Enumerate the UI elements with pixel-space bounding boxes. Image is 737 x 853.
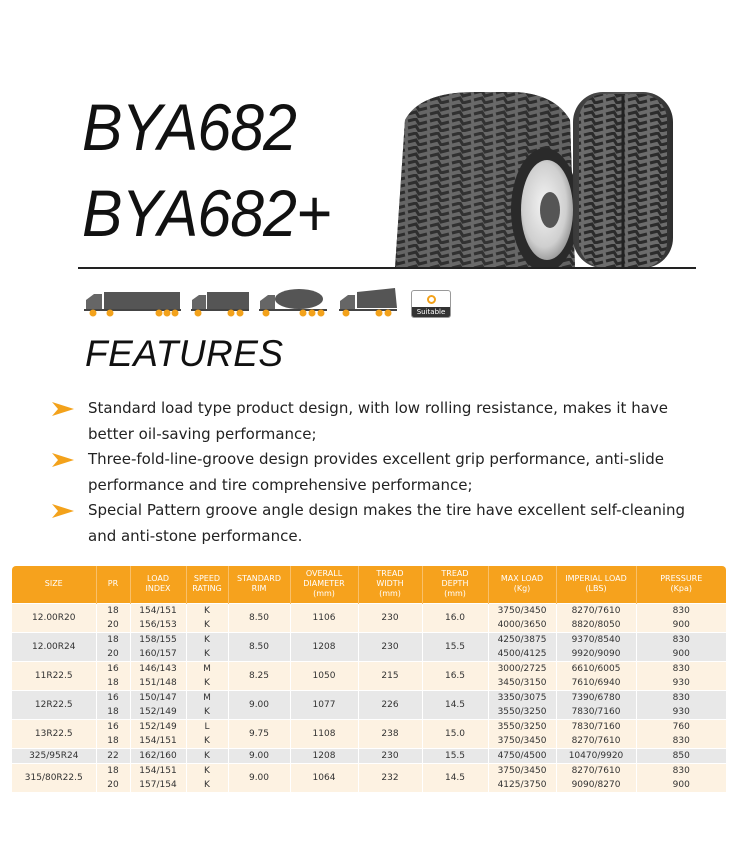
table-row — [12, 690, 726, 719]
cell-value: 830 — [672, 765, 690, 776]
cell-value: 152/149 — [139, 721, 177, 732]
cell-load-index — [130, 719, 186, 748]
tire-image — [385, 90, 685, 268]
cell-rim: 8.50 — [228, 603, 290, 632]
cell-speed — [186, 748, 228, 763]
column-header-line: (mm) — [313, 589, 335, 599]
cell-value: 157/154 — [139, 779, 177, 790]
cell-pr — [96, 748, 130, 763]
cell-value: 158/155 — [139, 634, 177, 645]
product-title-primary: BYA682 — [82, 90, 296, 164]
table-row — [12, 748, 726, 763]
cell-pressure — [636, 661, 726, 690]
column-header-line: TREAD — [441, 569, 469, 579]
cell-value: K — [204, 605, 210, 616]
cell-load-index — [130, 661, 186, 690]
column-header-line: (Kpa) — [670, 584, 692, 594]
cell-diameter: 1077 — [290, 690, 358, 719]
title-divider — [78, 267, 696, 269]
column-header — [358, 566, 422, 603]
column-header — [130, 566, 186, 603]
column-header — [186, 566, 228, 603]
table-row — [12, 661, 726, 690]
cell-depth: 15.5 — [422, 632, 488, 661]
cell-value: 18 — [107, 706, 119, 717]
cell-value: 20 — [107, 648, 119, 659]
cell-value: 3550/3250 — [497, 706, 547, 717]
cell-depth: 14.5 — [422, 690, 488, 719]
cell-value: 900 — [672, 648, 690, 659]
cell-speed — [186, 719, 228, 748]
cell-value: M — [203, 692, 211, 703]
cell-size: 12.00R20 — [12, 603, 96, 632]
cell-width: 230 — [358, 603, 422, 632]
column-header-line: SPEED — [193, 574, 221, 584]
cell-value: 4750/4500 — [497, 750, 547, 761]
feature-text: Special Pattern groove angle design makes the tire have excellent self-cleaning and anti-stone performance. — [88, 501, 686, 545]
column-header-line: (LBS) — [585, 584, 607, 594]
cell-rim: 9.00 — [228, 690, 290, 719]
cell-value: 18 — [107, 605, 119, 616]
cell-size: 12.00R24 — [12, 632, 96, 661]
features-heading: FEATURES — [85, 333, 284, 374]
concrete-mixer-icon — [259, 288, 329, 318]
cell-value: L — [204, 721, 210, 732]
column-header-line: DIAMETER — [303, 579, 345, 589]
arrow-bullet-icon — [52, 453, 74, 467]
cell-depth: 15.5 — [422, 748, 488, 763]
cell-value: 156/153 — [139, 619, 177, 630]
cell-value: 8270/7610 — [571, 735, 621, 746]
cell-value: 3550/3250 — [497, 721, 547, 732]
feature-text: Three-fold-line-groove design provides excellent grip performance, anti-slide performance and tire comprehensive performance; — [88, 450, 665, 494]
cell-rim: 9.00 — [228, 748, 290, 763]
cell-imperial — [556, 763, 636, 792]
cell-depth: 16.5 — [422, 661, 488, 690]
cell-value: 7830/7160 — [571, 721, 621, 732]
column-header — [228, 566, 290, 603]
cell-size: 325/95R24 — [12, 748, 96, 763]
cell-imperial — [556, 632, 636, 661]
column-header — [556, 566, 636, 603]
column-header-line: MAX LOAD — [500, 574, 544, 584]
cell-imperial — [556, 603, 636, 632]
cell-value: 3350/3075 — [497, 692, 547, 703]
cell-width: 232 — [358, 763, 422, 792]
cell-value: 850 — [672, 750, 690, 761]
column-header-line: WIDTH — [376, 579, 404, 589]
column-header-line: DEPTH — [441, 579, 469, 589]
cell-value: 20 — [107, 619, 119, 630]
column-header — [488, 566, 556, 603]
cell-value: 830 — [672, 735, 690, 746]
suitable-icon — [427, 295, 436, 304]
cell-size: 12R22.5 — [12, 690, 96, 719]
cell-value: K — [204, 750, 210, 761]
cell-value: K — [204, 648, 210, 659]
cell-pressure — [636, 690, 726, 719]
cell-width: 238 — [358, 719, 422, 748]
cell-diameter: 1108 — [290, 719, 358, 748]
cell-value: 16 — [107, 721, 119, 732]
arrow-bullet-icon — [52, 504, 74, 518]
cell-value: 6610/6005 — [571, 663, 621, 674]
cell-pr — [96, 632, 130, 661]
cell-max-load — [488, 661, 556, 690]
cell-speed — [186, 632, 228, 661]
cell-value: 3000/2725 — [497, 663, 547, 674]
column-header — [12, 566, 96, 603]
cell-value: 7830/7160 — [571, 706, 621, 717]
cell-size: 11R22.5 — [12, 661, 96, 690]
cell-imperial — [556, 719, 636, 748]
cell-value: 7610/6940 — [571, 677, 621, 688]
suitable-badge — [411, 290, 451, 318]
cell-value: 8270/7610 — [571, 605, 621, 616]
column-header-line: (Kg) — [513, 584, 531, 594]
cell-value: 9090/8270 — [571, 779, 621, 790]
cell-pr — [96, 603, 130, 632]
cell-value: 8820/8050 — [571, 619, 621, 630]
cell-value: 22 — [107, 750, 119, 761]
cell-speed — [186, 603, 228, 632]
feature-item — [50, 396, 690, 447]
cell-max-load — [488, 690, 556, 719]
column-header-line: STANDARD — [236, 574, 281, 584]
cell-pressure — [636, 748, 726, 763]
column-header — [422, 566, 488, 603]
cell-value: K — [204, 735, 210, 746]
cell-value: 930 — [672, 706, 690, 717]
column-header-line: TREAD — [376, 569, 404, 579]
cell-speed — [186, 690, 228, 719]
cell-imperial — [556, 661, 636, 690]
feature-item — [50, 498, 690, 549]
cell-value: 146/143 — [139, 663, 177, 674]
cell-value: 760 — [672, 721, 690, 732]
cell-depth: 15.0 — [422, 719, 488, 748]
cell-value: K — [204, 779, 210, 790]
cell-value: 7390/6780 — [571, 692, 621, 703]
semi-trailer-truck-icon — [84, 290, 181, 318]
cell-value: 18 — [107, 634, 119, 645]
cell-width: 230 — [358, 632, 422, 661]
column-header-line: SIZE — [44, 579, 63, 589]
product-titles — [82, 84, 352, 256]
cell-value: 20 — [107, 779, 119, 790]
cell-value: K — [204, 634, 210, 645]
table-body — [12, 603, 726, 792]
cell-value: 162/160 — [139, 750, 177, 761]
cell-max-load — [488, 748, 556, 763]
column-header-line: RIM — [251, 584, 267, 594]
cell-value: 900 — [672, 619, 690, 630]
cell-value: 151/148 — [139, 677, 177, 688]
cell-depth: 16.0 — [422, 603, 488, 632]
table-row — [12, 603, 726, 632]
suitable-label: Suitable — [412, 307, 450, 317]
cell-value: 830 — [672, 634, 690, 645]
cell-value: K — [204, 619, 210, 630]
cell-width: 226 — [358, 690, 422, 719]
spec-table — [12, 566, 726, 792]
cell-value: 150/147 — [139, 692, 177, 703]
cell-max-load — [488, 763, 556, 792]
cell-value: 8270/7610 — [571, 765, 621, 776]
cell-pr — [96, 719, 130, 748]
cell-value: 4250/3875 — [497, 634, 547, 645]
column-header-line: (mm) — [444, 589, 466, 599]
cell-pressure — [636, 632, 726, 661]
column-header-line: PRESSURE — [660, 574, 703, 584]
cell-diameter: 1064 — [290, 763, 358, 792]
cell-load-index — [130, 690, 186, 719]
cell-width: 215 — [358, 661, 422, 690]
column-header-line: PR — [107, 579, 119, 589]
cell-pressure — [636, 719, 726, 748]
table-row — [12, 632, 726, 661]
cell-max-load — [488, 719, 556, 748]
cell-value: 9370/8540 — [571, 634, 621, 645]
cell-rim: 9.75 — [228, 719, 290, 748]
cell-pressure — [636, 763, 726, 792]
column-header — [96, 566, 130, 603]
column-header-line: INDEX — [145, 584, 171, 594]
cell-value: 18 — [107, 677, 119, 688]
cell-value: 154/151 — [139, 735, 177, 746]
cell-value: 830 — [672, 692, 690, 703]
features-list — [50, 396, 690, 549]
table-header-row — [12, 566, 726, 603]
cell-value: 9920/9090 — [571, 648, 621, 659]
column-header-line: (mm) — [379, 589, 401, 599]
cell-max-load — [488, 632, 556, 661]
cell-value: 18 — [107, 765, 119, 776]
cell-value: M — [203, 663, 211, 674]
cell-rim: 8.50 — [228, 632, 290, 661]
cell-pr — [96, 690, 130, 719]
cell-diameter: 1050 — [290, 661, 358, 690]
cell-max-load — [488, 603, 556, 632]
cell-value: 160/157 — [139, 648, 177, 659]
column-header-line: OVERALL — [305, 569, 343, 579]
box-truck-icon — [191, 290, 249, 318]
feature-item — [50, 447, 690, 498]
column-header — [290, 566, 358, 603]
cell-value: 830 — [672, 605, 690, 616]
cell-value: 152/149 — [139, 706, 177, 717]
cell-load-index — [130, 632, 186, 661]
cell-value: 930 — [672, 677, 690, 688]
cell-value: K — [204, 706, 210, 717]
cell-width: 230 — [358, 748, 422, 763]
cell-value: 154/151 — [139, 605, 177, 616]
cell-value: 4500/4125 — [497, 648, 547, 659]
cell-value: K — [204, 677, 210, 688]
cell-value: 900 — [672, 779, 690, 790]
product-title-secondary: BYA682+ — [82, 176, 331, 250]
cell-value: 154/151 — [139, 765, 177, 776]
applicable-vehicles — [84, 288, 451, 318]
cell-diameter: 1208 — [290, 632, 358, 661]
cell-value: 10470/9920 — [568, 750, 624, 761]
cell-size: 315/80R22.5 — [12, 763, 96, 792]
cell-speed — [186, 763, 228, 792]
cell-rim: 9.00 — [228, 763, 290, 792]
cell-imperial — [556, 690, 636, 719]
column-header-line: RATING — [192, 584, 222, 594]
feature-text: Standard load type product design, with low rolling resistance, makes it have better oil-saving performance; — [88, 399, 668, 443]
table-row — [12, 763, 726, 792]
table-row — [12, 719, 726, 748]
cell-value: 16 — [107, 692, 119, 703]
cell-load-index — [130, 603, 186, 632]
column-header-line: IMPERIAL LOAD — [565, 574, 627, 584]
cell-size: 13R22.5 — [12, 719, 96, 748]
cell-value: 3750/3450 — [497, 605, 547, 616]
cell-value: 18 — [107, 735, 119, 746]
cell-imperial — [556, 748, 636, 763]
cell-load-index — [130, 763, 186, 792]
cell-value: 3750/3450 — [497, 765, 547, 776]
cell-value: 16 — [107, 663, 119, 674]
cell-diameter: 1208 — [290, 748, 358, 763]
cell-pr — [96, 763, 130, 792]
column-header-line: LOAD — [147, 574, 169, 584]
cell-pr — [96, 661, 130, 690]
column-header — [636, 566, 726, 603]
cell-value: 4125/3750 — [497, 779, 547, 790]
cell-value: 830 — [672, 663, 690, 674]
cell-value: K — [204, 765, 210, 776]
cell-rim: 8.25 — [228, 661, 290, 690]
dump-truck-icon — [339, 288, 397, 318]
arrow-bullet-icon — [52, 402, 74, 416]
cell-diameter: 1106 — [290, 603, 358, 632]
cell-speed — [186, 661, 228, 690]
cell-value: 4000/3650 — [497, 619, 547, 630]
cell-load-index — [130, 748, 186, 763]
cell-depth: 14.5 — [422, 763, 488, 792]
cell-value: 3450/3150 — [497, 677, 547, 688]
cell-pressure — [636, 603, 726, 632]
cell-value: 3750/3450 — [497, 735, 547, 746]
